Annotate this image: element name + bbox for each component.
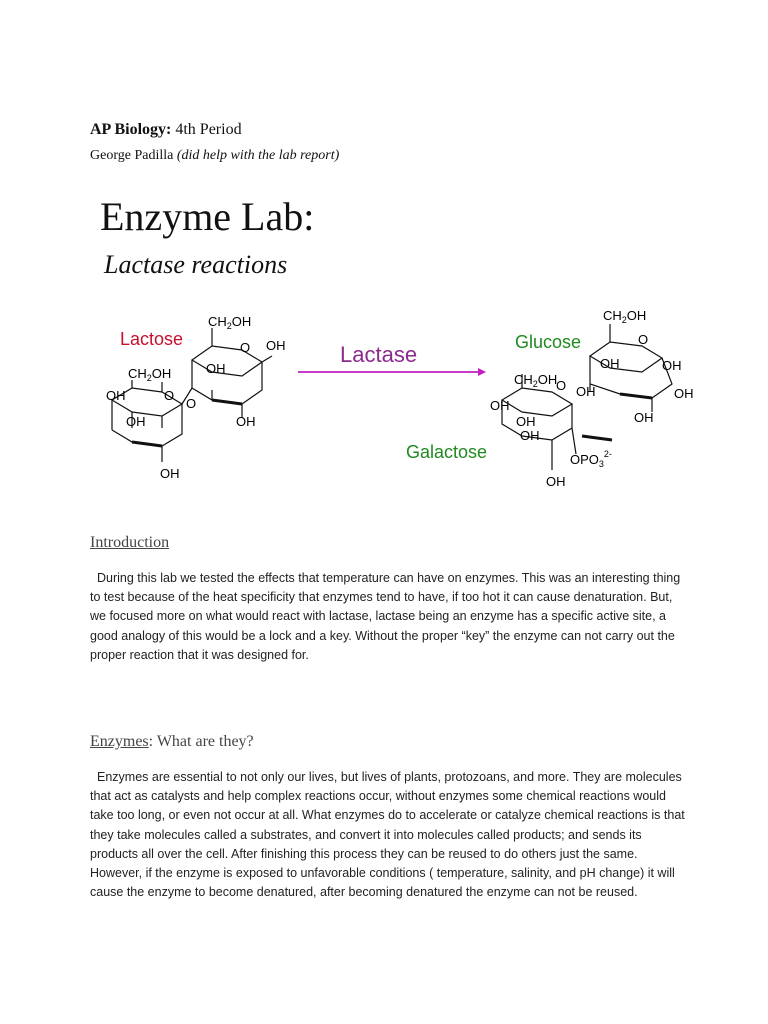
enzymes-heading [90, 732, 254, 752]
course-line [90, 120, 242, 140]
galactose-oh-2: OH [516, 414, 536, 429]
glucose-oh-1: OH [600, 356, 620, 371]
galactose-ch2oh: $CH_2OH$ [514, 372, 558, 389]
lactose-oh-3: OH [106, 388, 126, 403]
galactose-oh-1: OH [490, 398, 510, 413]
introduction-heading: Introduction [90, 534, 170, 551]
reaction-arrow-head [478, 368, 486, 376]
course-period: 4th Period [175, 121, 242, 138]
author-note: (did help with the lab report) [176, 148, 340, 163]
glucose-label: Glucose [515, 332, 582, 352]
lactose-right-ring [192, 346, 262, 376]
enzymes-paragraph: Enzymes are essential to not only our lives, but lives of plants, protozoans, and more. They are molecules that act as catalysts and help complex reactions occur, without enzymes some chemical reactions would take too long, or even not occur at all. What enzymes do to accelerate or catalyze chemical reactions is that they take molecules called a substrates, and convert it into molecules called products; and sends its products all over the cell. After finishing this process they can be reused to do others just the same. However, if the enzyme is exposed to unfavorable conditions ( temperature, salinity, and pH change) it will cause the enzyme to become denatured, after becoming denatured the enzyme can not be reused. [90, 770, 685, 900]
galactose-label: Galactose [406, 442, 488, 462]
glucose-oh-5: OH [634, 410, 654, 425]
glucose-oh-3: OH [576, 384, 596, 399]
lactose-ring-oxygen-2: O [164, 388, 175, 403]
lactose-oh-2: OH [206, 361, 226, 376]
lactose-ch2oh-left: $CH_2OH$ [128, 366, 172, 383]
enzymes-heading-underlined: Enzymes [90, 733, 149, 750]
document-title: Enzyme Lab: [100, 194, 315, 239]
glucose-ch2oh: $CH_2OH$ [603, 308, 647, 325]
lactose-oh-4: OH [126, 414, 146, 429]
galactose-oh-3: OH [520, 428, 540, 443]
lactose-glycosidic-oxygen: O [186, 396, 197, 411]
enzyme-label: Lactase [340, 342, 418, 367]
introduction-paragraph: During this lab we tested the effects that temperature can have on enzymes. This was an interesting thing to test because of the heat specificity that enzymes tend to have, if too hot it can cause denaturation. But, we focused more on what would react with lactase, lactase being an enzyme has a specific active site, a good analogy of this would be a lock and a key. Without the proper “key” the enzyme can not carry out the proper reaction that it was designed for. [90, 571, 681, 662]
galactose-opo3: $OPO_3^{2-}$ [570, 449, 612, 469]
lactose-oh-5: OH [236, 414, 256, 429]
document-subtitle: Lactase reactions [104, 250, 288, 279]
lactose-oh-6: OH [160, 466, 180, 481]
galactose-oh-4: OH [546, 474, 566, 489]
course-label: AP Biology: [90, 121, 172, 138]
enzymes-heading-rest: : What are they? [148, 733, 254, 750]
glucose-oh-2: OH [662, 358, 682, 373]
glucose-oh-4: OH [674, 386, 694, 401]
lactose-label: Lactose [120, 329, 184, 349]
glucose-ring-oxygen: O [638, 332, 649, 347]
lactose-oh-1: OH [266, 338, 286, 353]
lactase-reaction-diagram [100, 300, 700, 500]
author-line [90, 147, 339, 165]
lactose-ch2oh-top: $CH_2OH$ [208, 314, 252, 331]
lactose-ring-oxygen: O [240, 340, 251, 355]
galactose-ring-oxygen: O [556, 378, 567, 393]
author-name: George Padilla [90, 148, 174, 163]
